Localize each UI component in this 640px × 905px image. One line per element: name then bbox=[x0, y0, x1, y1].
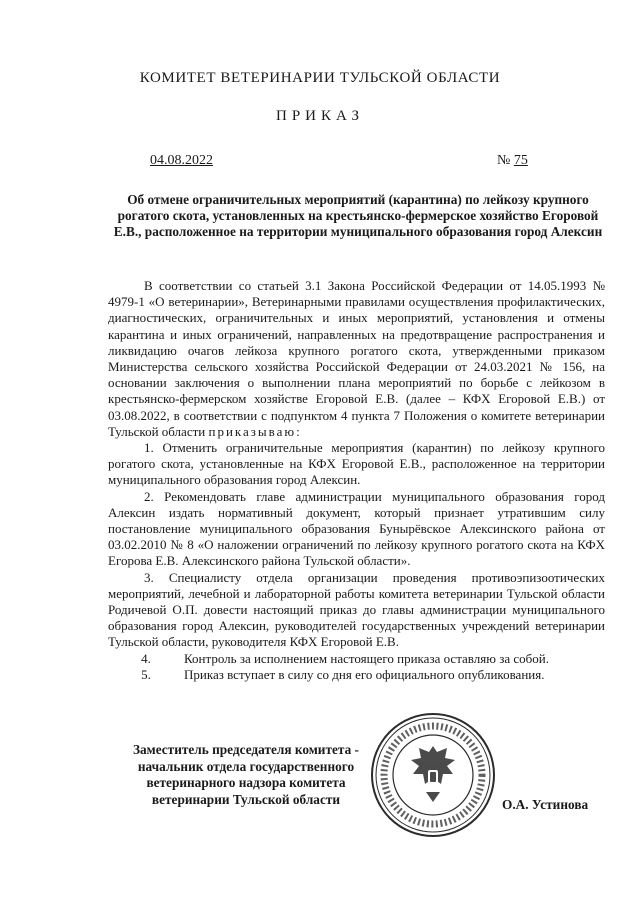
item-5 bbox=[108, 667, 605, 683]
item-1: 1. Отменить ограничительные мероприятия (карантин) по лейкозу крупного рогатого скота, установленные на КФХ Егоровой Е.В., расположенное на территории муниципального образования город Алексин. bbox=[108, 440, 605, 488]
preamble-text: В соответствии со статьей 3.1 Закона Российской Федерации от 14.05.1993 № 4979-1 «О ветеринарии», Ветеринарными правилами осуществления профилактических, диагностических, ограничительных и иных мероприятий, установления и отмены карантина и иных ограничений, направленных на предотвращение распространения и ликвидацию очагов лейкоза крупного рогатого скота, утвержденными приказом Министерства сельского хозяйства Российской Федерации от 24.03.2021 № 156, на основании заключения о выполнении плана мероприятий по борьбе с лейкозом в крестьянско-фермерском хозяйстве Егоровой Е.В. (далее – КФХ Егоровой Е.В.) от 03.08.2022, в соответствии с подпунктом 4 пункта 7 Положения о комитете ветеринарии Тульской области bbox=[108, 278, 605, 439]
item-2: 2. Рекомендовать главе администрации муниципального образования город Алексин издать нормативный документ, который признает утратившим силу постановление муниципального образования Бунырёвское Алексинского района от 03.02.2010 № 8 «О наложении ограничений по лейкозу крупного рогатого скота на КФХ Егорова Е.В. Алексинского района Тульской области». bbox=[108, 488, 605, 569]
number-prefix: № bbox=[497, 153, 514, 168]
item-5-text: Приказ вступает в силу со дня его официального опубликования. bbox=[184, 666, 545, 682]
order-subject: Об отмене ограничительных мероприятий (карантина) по лейкозу крупного рогатого скота, установленных на крестьянско-фермерское хозяйство Егоровой Е.В., расположенное на территории муниципального образования город Алексин bbox=[113, 192, 603, 239]
order-title: ПРИКАЗ bbox=[276, 108, 364, 124]
order-word: приказываю: bbox=[208, 423, 302, 439]
order-body bbox=[108, 278, 605, 683]
item-3: 3. Специалисту отдела организации проведения противоэпизоотических мероприятий, лечебной и лабораторной работы комитета ветеринарии Тульской области Родичевой О.П. довести настоящий приказ до главы администрации муниципального образования город Алексин, руководителей государственных учреждений ветеринарии Тульской области, руководителя КФХ Егоровой Е.В. bbox=[108, 569, 605, 650]
number-value: 75 bbox=[513, 153, 528, 168]
order-number bbox=[497, 153, 528, 169]
committee-name: КОМИТЕТ ВЕТЕРИНАРИИ ТУЛЬСКОЙ ОБЛАСТИ bbox=[139, 70, 501, 86]
item-4-number: 4. bbox=[141, 650, 151, 666]
order-date: 04.08.2022 bbox=[150, 153, 213, 168]
item-5-number: 5. bbox=[141, 666, 151, 682]
item-4-text: Контроль за исполнением настоящего приказа оставляю за собой. bbox=[184, 650, 549, 666]
item-4 bbox=[108, 651, 605, 667]
official-seal-icon bbox=[368, 710, 498, 840]
signatory-name: О.А. Устинова bbox=[502, 797, 589, 812]
signatory-title: Заместитель председателя комитета - начальник отдела государственного ветеринарного надзора комитета ветеринарии Тульской области bbox=[132, 742, 359, 807]
preamble-paragraph bbox=[108, 278, 605, 440]
